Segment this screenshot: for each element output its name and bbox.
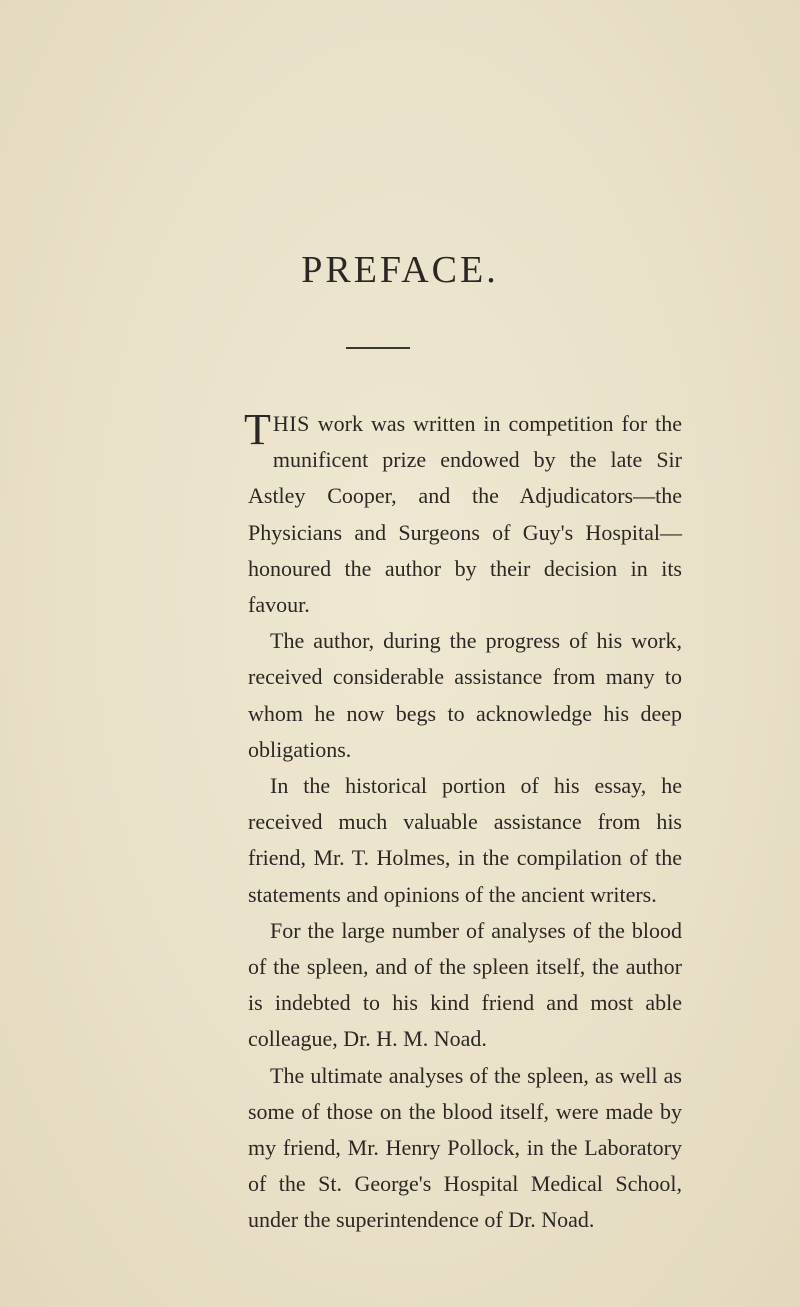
drop-cap: T [244, 405, 271, 454]
paragraph-4: For the large number of analyses of the blood of the spleen, and of the spleen itself, the author is indebted to his kind friend and most able colleague, Dr. H. M. Noad. [248, 917, 682, 1052]
title-rule [346, 347, 410, 349]
paragraph-5: The ultimate analyses of the spleen, as well as some of those on the blood itself, were made by my friend, Mr. Henry Pollock, in the Laboratory of the St. George's Hospital Medical School, under the superintendence of Dr. Noad. [248, 1062, 682, 1233]
preface-body [244, 405, 682, 1239]
paragraph-2: The author, during the progress of his work, received considerable assistance from many to whom he now begs to acknowledge his deep obligations. [248, 628, 682, 762]
lead-caps: HIS [272, 411, 310, 436]
page-title: PREFACE. [301, 249, 499, 291]
paragraph-3: In the historical portion of his essay, he received much valuable assistance from his friend, Mr. T. Holmes, in the compilation of the statements and opinions of the ancient writers. [248, 773, 682, 907]
paragraph-1 [244, 405, 682, 623]
paragraph-1-text: work was written in competition for the munificent prize endowed by the late Sir Astley Cooper, and the Adjudicators—the Physicians and Surgeons of Guy's Hospital—honoured the author by their decision in its favour. [248, 411, 682, 618]
